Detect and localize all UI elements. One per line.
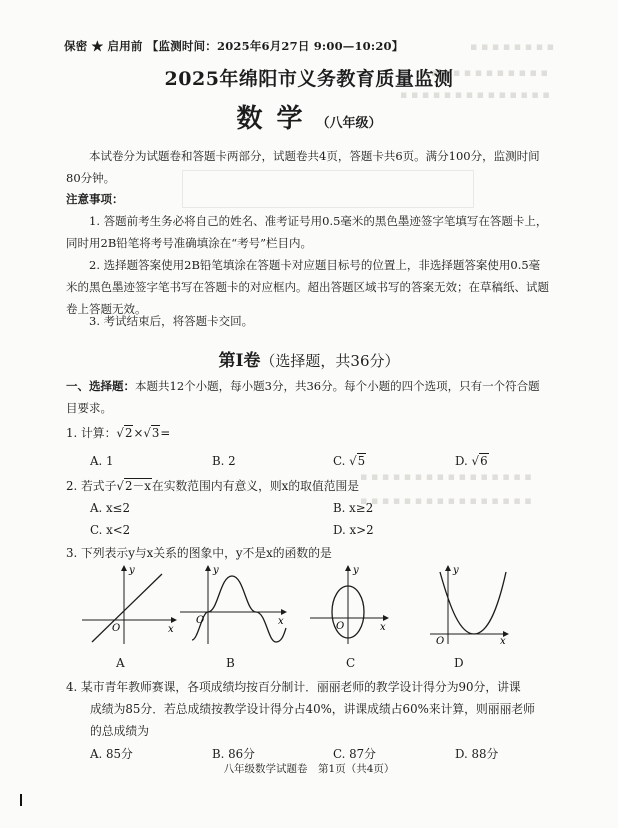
- function-line: [92, 574, 162, 642]
- bleed-through-text: ▪ ▪ ▪ ▪ ▪ ▪ ▪ ▪ ▪ ▪ ▪ ▪ ▪ ▪: [400, 88, 550, 101]
- origin-label: O: [112, 623, 121, 634]
- graph-b[interactable]: [178, 562, 290, 646]
- confidential-header: 保密 ★ 启用前 【监测时间：2025年6月27日 9:00—10:20】: [64, 39, 404, 53]
- bleed-through-text: ▪ ▪ ▪ ▪ ▪ ▪ ▪ ▪ ▪ ▪ ▪ ▪ ▪ ▪ ▪ ▪: [360, 470, 532, 483]
- sqrt-3: √3: [143, 426, 160, 440]
- radicand: 2: [124, 426, 133, 440]
- part-one-title: [0, 346, 618, 371]
- graph-c-label: C: [346, 656, 356, 670]
- origin-label: O: [196, 615, 205, 626]
- axis-y-label: y: [129, 565, 135, 576]
- option-label: D.: [455, 454, 468, 468]
- q2-option-b[interactable]: B. x≥2: [333, 501, 374, 515]
- scan-mark: [20, 794, 22, 806]
- graph-d-label: D: [454, 656, 464, 670]
- subject-row: [0, 98, 618, 135]
- axis-x-label: x: [168, 624, 174, 635]
- q1-option-a[interactable]: [90, 454, 114, 468]
- equals-sign: =: [160, 426, 171, 440]
- axis-y-label: y: [453, 565, 459, 576]
- section-heading: [66, 375, 550, 419]
- exam-title: 2025年绵阳市义务教育质量监测: [164, 68, 454, 90]
- bleed-through-text: ▪ ▪ ▪ ▪ ▪ ▪ ▪ ▪: [470, 40, 555, 53]
- q4-option-d[interactable]: D. 88分: [455, 747, 499, 761]
- q1-option-d[interactable]: [455, 454, 489, 468]
- sqrt-5: √5: [349, 454, 366, 468]
- question-1-stem: [66, 424, 170, 441]
- notice-item-1: 1. 答题前考生务必将自己的姓名、准考证号用0.5毫米的黑色墨迹签字笔填写在答题卡上，同时用2B铅笔将考号准确填涂在“考号”栏目内。: [66, 214, 548, 250]
- intro-paragraph: 本试卷分为试题卷和答题卡两部分，试题卷共4页，答题卡共6页。满分100分，监测时间80分钟。: [66, 149, 540, 185]
- sqrt-6: √6: [471, 454, 488, 468]
- question-4-line-1: 4. 某市青年教师赛课，各项成绩均按百分制计．丽丽老师的教学设计得分为90分，讲课: [66, 680, 521, 694]
- axis-y-label: y: [353, 565, 359, 576]
- question-2-suffix: 在实数范围内有意义，则x的取值范围是: [151, 479, 360, 493]
- part-one-sub: （选择题，共36分）: [260, 352, 400, 370]
- origin-label: O: [336, 621, 345, 632]
- graph-d[interactable]: [428, 562, 512, 646]
- question-4-line-3: 的总成绩为: [90, 724, 149, 738]
- q2-option-d[interactable]: D. x>2: [333, 523, 374, 537]
- graph-b-label: B: [226, 656, 235, 670]
- parabola-curve: [440, 572, 506, 634]
- times-sign: ×: [133, 426, 144, 440]
- notice-item-3: 3. 考试结束后，将答题卡交回。: [89, 314, 254, 328]
- section-heading-label: 一、选择题：: [66, 379, 135, 393]
- question-3-stem: 3. 下列表示y与x关系的图象中，y不是x的函数的是: [66, 546, 332, 560]
- grade-label: （八年级）: [316, 116, 382, 131]
- q1-option-b[interactable]: [212, 454, 236, 468]
- q1-option-c[interactable]: [333, 454, 366, 468]
- radicand: 6: [480, 454, 488, 468]
- q4-option-c[interactable]: C. 87分: [333, 747, 376, 761]
- part-one-main: 第Ⅰ卷: [218, 351, 261, 371]
- axis-x-label: x: [380, 622, 386, 633]
- question-2-prefix: 2. 若式子: [66, 479, 117, 493]
- notice-label: 注意事项：: [66, 192, 124, 206]
- axis-x-label: x: [278, 616, 284, 627]
- radicand: 3: [151, 426, 160, 440]
- bleed-through-text: ▪ ▪ ▪ ▪ ▪ ▪ ▪ ▪ ▪ ▪ ▪ ▪: [420, 66, 548, 79]
- section-heading-text: 本题共12个小题，每小题3分，共36分。每个小题的四个选项，只有一个符合题目要求。: [66, 379, 540, 415]
- sqrt-2: √2: [116, 426, 133, 440]
- sine-curve: [192, 576, 286, 642]
- axis-y-label: y: [213, 565, 219, 576]
- notice-item-2: 2. 选择题答案使用2B铅笔填涂在答题卡对应题目标号的位置上，非选择题答案使用0.5毫米的黑色墨迹签字笔书写在答题卡的对应框内。超出答题区域书写的答案无效；在草稿纸、试题卷上答题无效。: [66, 258, 549, 316]
- axis-x-label: x: [500, 636, 506, 646]
- option-label: A.: [90, 454, 103, 468]
- page-footer: 八年级数学试题卷 第1页（共4页）: [223, 763, 395, 775]
- q4-option-b[interactable]: B. 86分: [212, 747, 255, 761]
- q4-option-a[interactable]: A. 85分: [90, 747, 133, 761]
- origin-label: O: [436, 636, 445, 646]
- graph-a[interactable]: [80, 562, 180, 646]
- sqrt-expression: √2－x: [116, 479, 151, 493]
- subject-title: 数学: [236, 104, 317, 134]
- question-4-line-2: 成绩为85分．若总成绩按教学设计得分占40%，讲课成绩占60%来计算，则丽丽老师: [90, 702, 535, 716]
- option-value: 1: [106, 454, 114, 468]
- option-label: C.: [333, 454, 346, 468]
- graph-c[interactable]: [308, 562, 392, 646]
- bleed-through-text: ▪ ▪ ▪ ▪ ▪ ▪ ▪ ▪ ▪ ▪ ▪ ▪ ▪ ▪ ▪ ▪: [360, 494, 532, 507]
- radicand: 2－x: [124, 479, 151, 493]
- q2-option-c[interactable]: C. x<2: [90, 523, 131, 537]
- question-2-stem: [66, 477, 359, 494]
- question-1-prefix: 1. 计算：: [66, 426, 117, 440]
- q2-option-a[interactable]: A. x≤2: [90, 501, 131, 515]
- radicand: 5: [357, 454, 366, 468]
- option-label: B.: [212, 454, 225, 468]
- option-value: 2: [228, 454, 236, 468]
- graph-a-label: A: [116, 656, 125, 670]
